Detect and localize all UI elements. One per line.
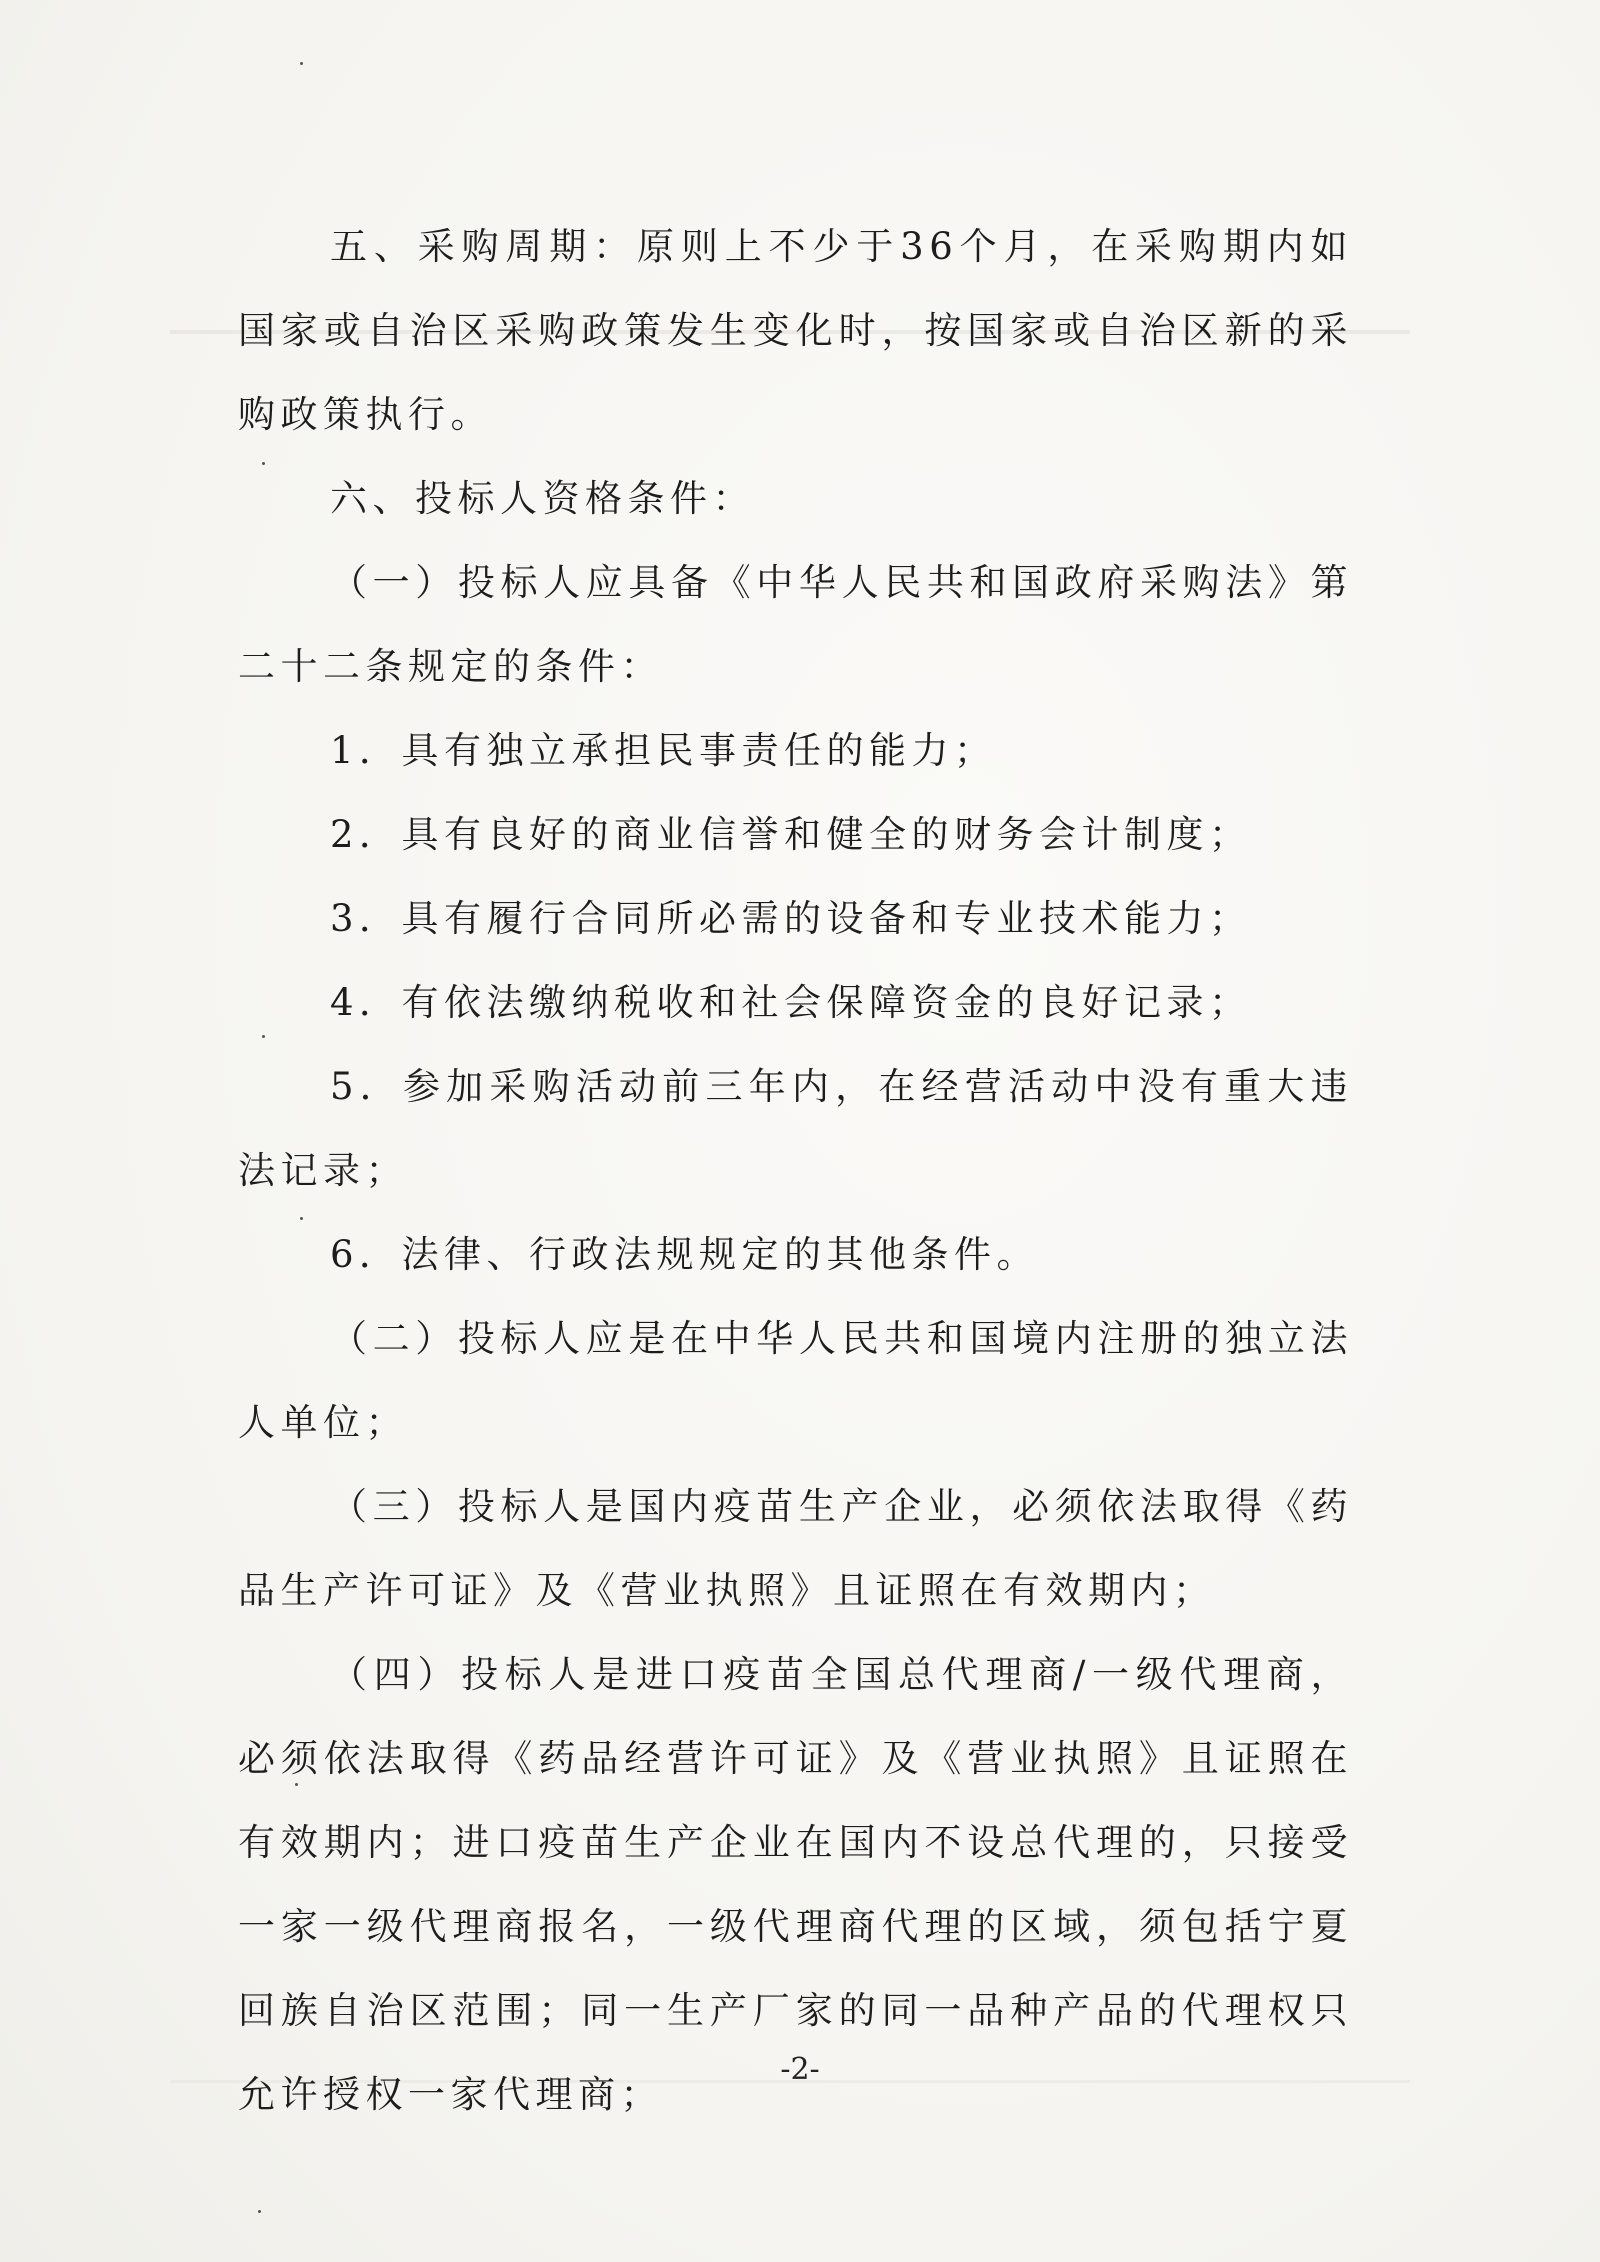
paragraph-qualification-1: （一）投标人应具备《中华人民共和国政府采购法》第二十二条规定的条件： [238,561,1353,688]
list-item: 1．具有独立承担民事责任的能力； [330,729,997,772]
list-item: 3．具有履行合同所必需的设备和专业技术能力； [330,897,1252,940]
scan-speck [258,2210,261,2213]
list-item: 5．参加采购活动前三年内，在经营活动中没有重大违法记录； [238,1065,1353,1192]
list-item: 2．具有良好的商业信誉和健全的财务会计制度； [330,813,1252,856]
paragraph-qualification-3: （三）投标人是国内疫苗生产企业，必须依法取得《药品生产许可证》及《营业执照》且证照在有效期内； [238,1485,1353,1612]
paragraph-bidder-qualifications-heading: 六、投标人资格条件： [330,477,755,520]
paragraph-procurement-period: 五、采购周期：原则上不少于36个月，在采购期内如国家或自治区采购政策发生变化时，按国家或自治区新的采购政策执行。 [238,225,1353,436]
list-item: 6．法律、行政法规规定的其他条件。 [330,1233,1040,1276]
page-number: -2- [780,2052,820,2087]
scan-speck [300,62,303,65]
list-item: 4．有依法缴纳税收和社会保障资金的良好记录； [330,981,1252,1024]
paragraph-qualification-4: （四）投标人是进口疫苗全国总代理商/一级代理商，必须依法取得《药品经营许可证》及《营业执照》且证照在有效期内；进口疫苗生产企业在国内不设总代理的，只接受一家一级代理商报名，一级代理商代理的区域，须包括宁夏回族自治区范围；同一生产厂家的同一品种产品的代理权只允许授权一家代理商； [238,1653,1353,2116]
paragraph-qualification-2: （二）投标人应是在中华人民共和国境内注册的独立法人单位； [238,1317,1353,1444]
document-body [238,205,1353,2137]
